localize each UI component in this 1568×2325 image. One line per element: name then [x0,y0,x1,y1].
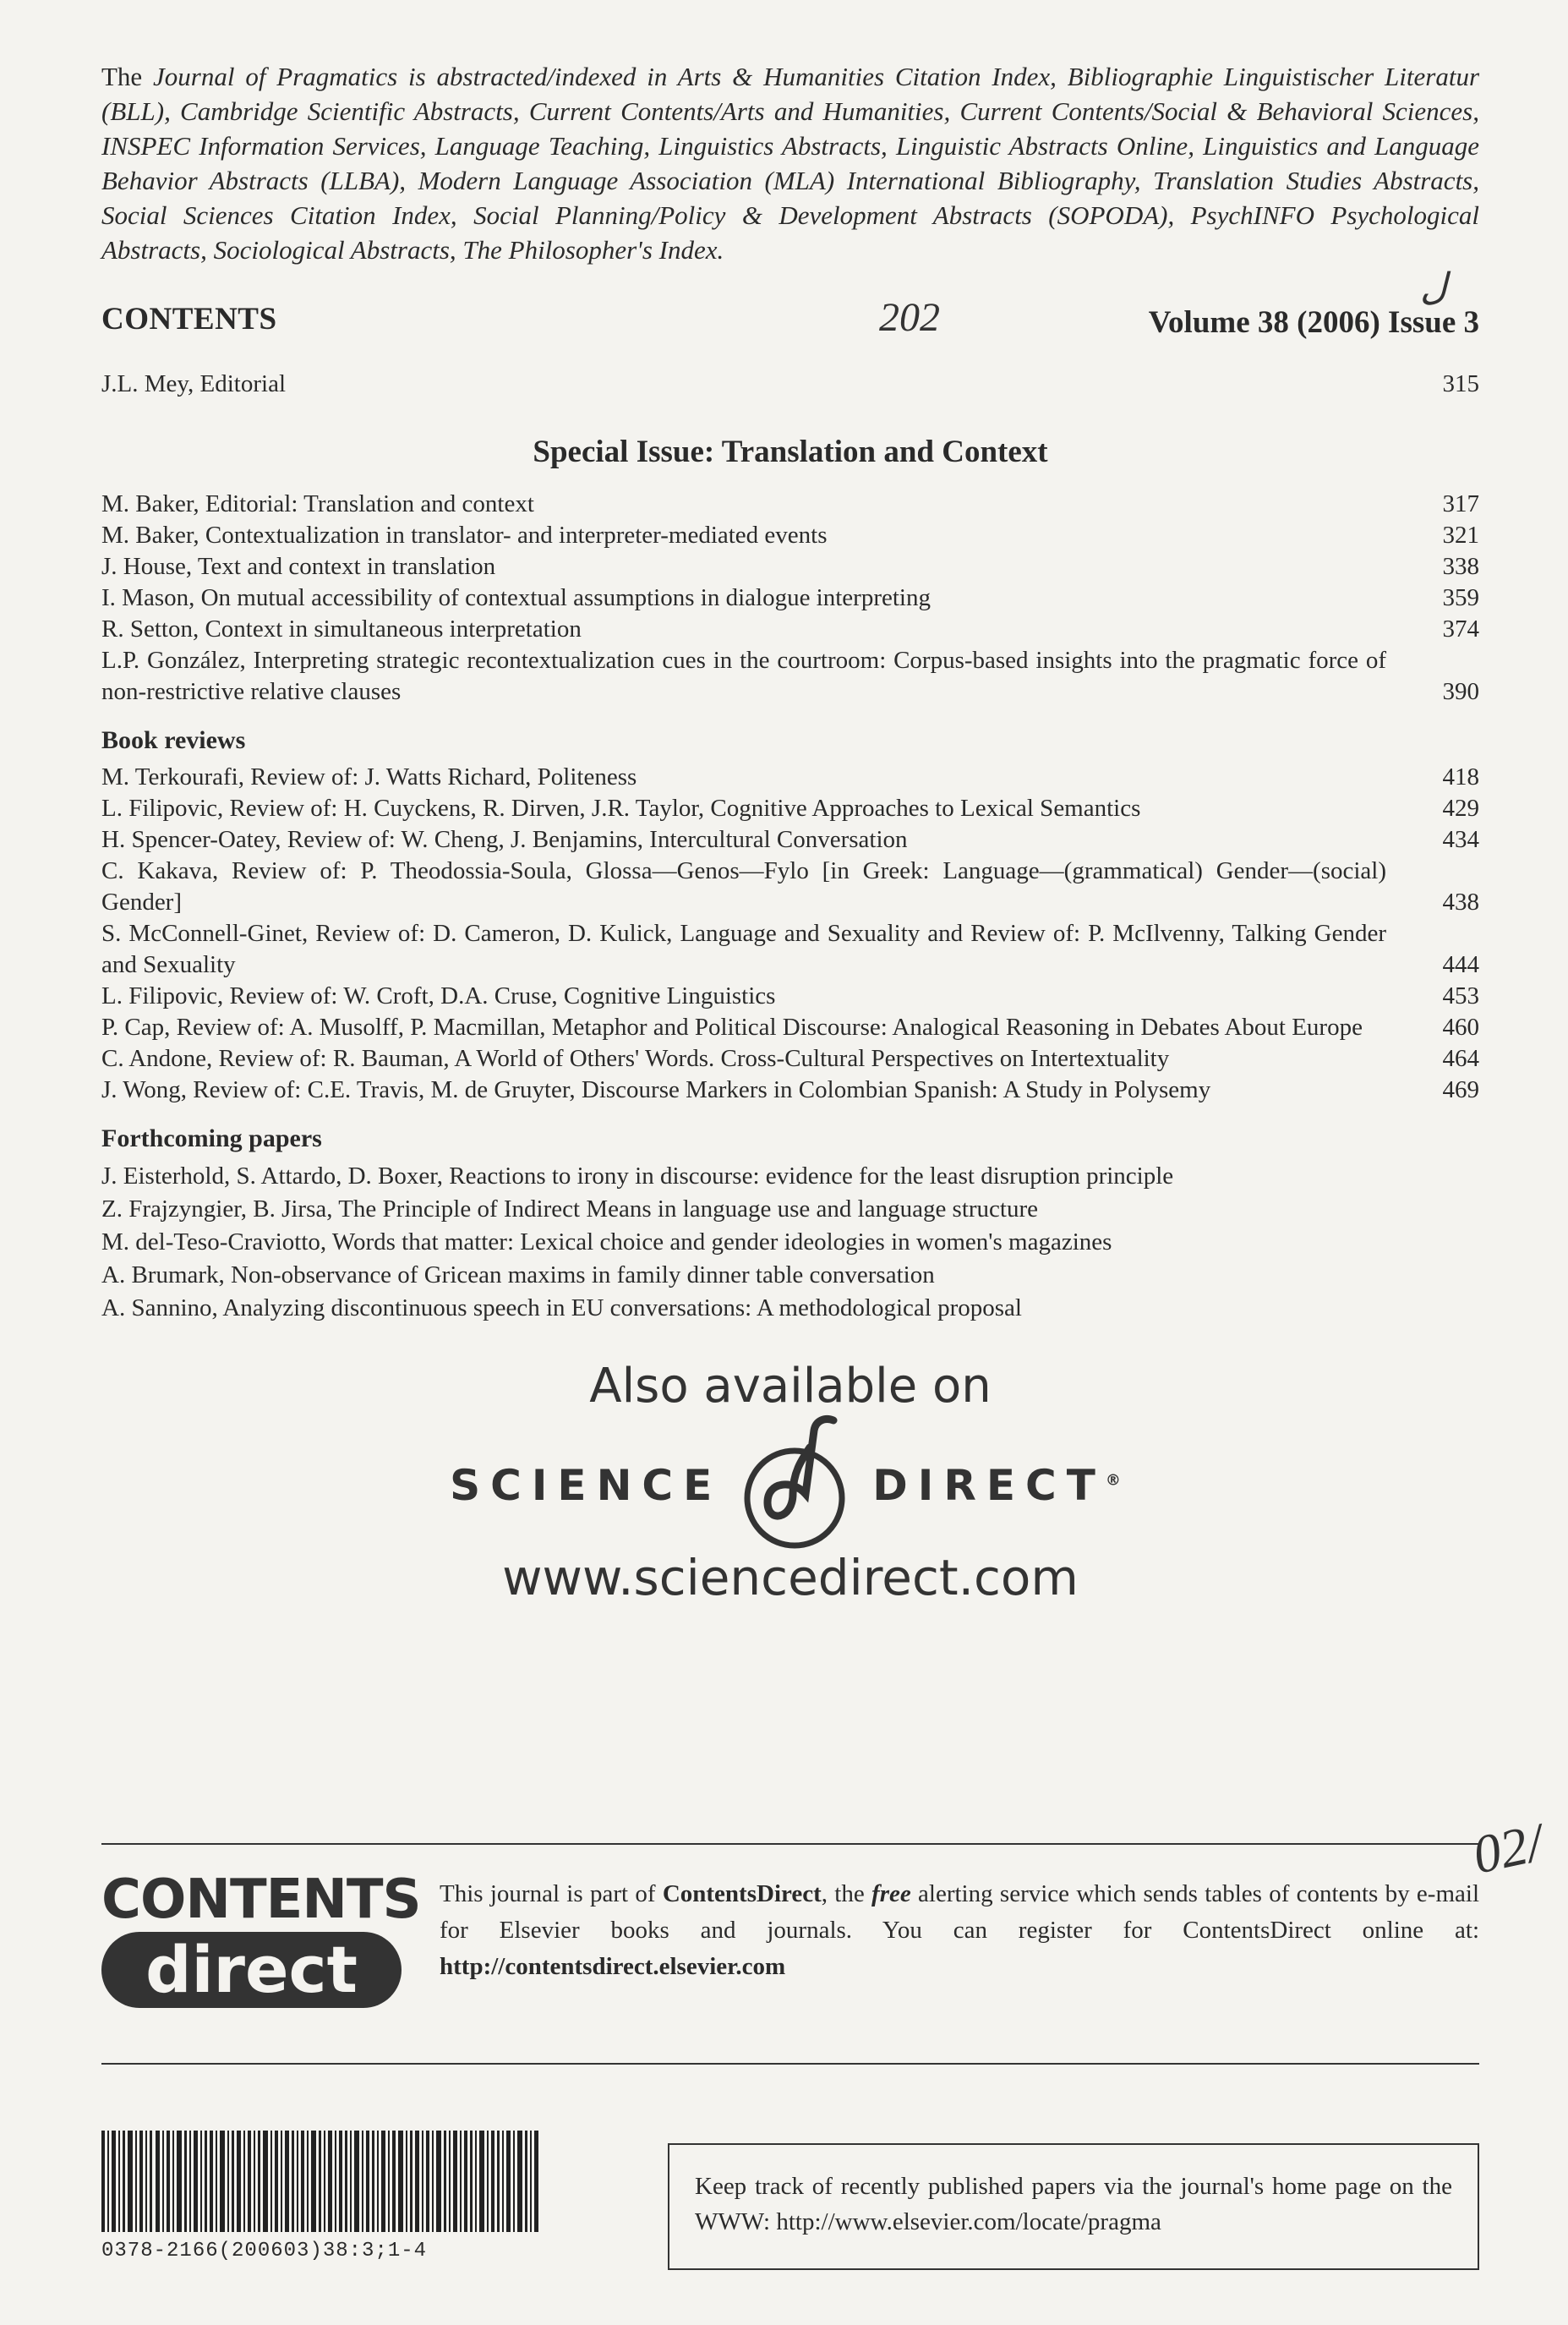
cd-url[interactable]: http://contentsdirect.elsevier.com [440,1953,786,1980]
also-available-text: Also available on [589,1359,992,1414]
page-content [101,59,1479,1606]
direct-word [872,1461,1131,1510]
cd-brand: ContentsDirect [662,1880,822,1907]
barcode-bars [101,2131,541,2232]
volume-issue: Volume 38 (2006) Issue 3 [1148,305,1479,340]
cd-text-5: alerting service which sends tables of contents by e-mail for Elsevier books and journals. You can register for ContentsDirect online at: [440,1880,1480,1944]
toc-entry[interactable] [101,824,1479,856]
toc-entry[interactable] [101,614,1479,645]
toc-entry[interactable] [101,793,1479,824]
forthcoming-list [101,1160,1479,1325]
barcode [101,2131,541,2262]
contents-header [101,266,1479,352]
forthcoming-item[interactable]: J. Eisterhold, S. Attardo, D. Boxer, Reactions to irony in discourse: evidence for the least disruption principle [101,1162,1174,1190]
divider-top [101,1843,1479,1845]
toc-entry-text: C. Kakava, Review of: P. Theodossia-Soula, Glossa—Genos—Fylo [in Greek: Language—(grammatical) Gender—(social) Gender] [101,857,1386,916]
cd-text-3: , the [821,1880,865,1907]
forthcoming-item[interactable]: A. Sannino, Analyzing discontinuous speech in EU conversations: A methodological proposal [101,1294,1022,1321]
sciencedirect-url[interactable]: www.sciencedirect.com [502,1549,1079,1606]
contents-direct-logo [101,1868,421,2008]
toc-entry-text: H. Spencer-Oatey, Review of: W. Cheng, J. Benjamins, Intercultural Conversation [101,826,908,853]
toc-entry-text: L. Filipovic, Review of: W. Croft, D.A. Cruse, Cognitive Linguistics [101,982,776,1009]
toc-entry-text: P. Cap, Review of: A. Musolff, P. Macmillan, Metaphor and Political Discourse: Analogical Reasoning in Debates About Europe [101,1014,1363,1041]
special-issue-title: Special Issue: Translation and Context [533,435,1048,469]
sciencedirect-logo[interactable] [101,1414,1479,1557]
toc-entry-text: R. Setton, Context in simultaneous interpretation [101,615,582,643]
toc-entry[interactable] [101,856,1479,918]
toc-entry-text: I. Mason, On mutual accessibility of contextual assumptions in dialogue interpreting [101,584,931,611]
toc-entry[interactable] [101,762,1479,793]
toc-entry-page: 429 [1442,795,1479,822]
toc-entry-page: 434 [1442,826,1479,853]
keep-track-text: Keep track of recently published papers via the journal's home page on the WWW: http://www.elsevier.com/locate/pragma [695,2173,1452,2235]
toc-entry[interactable] [101,1012,1479,1043]
contents-direct-text [440,1876,1479,1985]
toc-entry[interactable] [101,645,1479,708]
registered-mark: ® [1105,1471,1131,1490]
toc-entry-text: S. McConnell-Ginet, Review of: D. Cameron, D. Kulick, Language and Sexuality and Review of: P. McIlvenny, Talking Gender and Sexuality [101,920,1386,978]
keep-track-box [668,2143,1479,2270]
indexing-text: is abstracted/indexed in Arts & Humanities Citation Index, Bibliographie Linguistischer Literatur (BLL), Cambridge Scientific Abstracts, Current Contents/Arts and Humanities, Current Contents/Social & Behavioral Sciences, INSPEC Information Services, Language Teaching, Linguistics Abstracts, Linguistic Abstracts Online, Linguistics and Language Behavior Abstracts (LLBA), Modern Language Association (MLA) International Bibliography, Translation Studies Abstracts, Social Sciences Citation Index, Social Planning/Policy & Development Abstracts (SOPODA), PsychINFO Psychological Abstracts, Sociological Abstracts, The Philosopher's Index. [101,62,1480,265]
science-word: SCIENCE [450,1461,723,1510]
handwritten-note-202: 202 [879,295,940,340]
toc-entry[interactable] [101,583,1479,614]
logo-contents: CONTENTS [101,1868,421,1931]
toc-entry-text: C. Andone, Review of: R. Bauman, A World of Others' Words. Cross-Cultural Perspectives on Intertextuality [101,1045,1170,1072]
toc-entry-text: M. Baker, Contextualization in translator- and interpreter-mediated events [101,522,828,549]
contents-direct-block [101,1868,1480,2016]
toc-entry-text: L.P. González, Interpreting strategic recontextualization cues in the courtroom: Corpus-based insights into the pragmatic force of non-restrictive relative clauses [101,647,1386,705]
journal-name: Journal of Pragmatics [153,62,398,91]
toc-entry-page: 374 [1442,615,1479,643]
cd-free: free [871,1880,911,1907]
contents-title: CONTENTS [101,302,277,336]
toc-entry-page: 464 [1442,1045,1479,1072]
toc-entry-page: 321 [1442,522,1479,549]
toc-entry[interactable] [101,981,1479,1012]
forthcoming-item[interactable]: Z. Frajzyngier, B. Jirsa, The Principle of Indirect Means in language use and language structure [101,1195,1039,1223]
toc-entry-page: 315 [1442,370,1479,397]
toc-entry-page: 338 [1442,553,1479,580]
toc-entry-page: 438 [1442,889,1479,916]
book-reviews-heading: Book reviews [101,726,246,754]
toc-entry[interactable] [101,520,1479,551]
toc-entry[interactable] [101,489,1479,520]
toc-entry-page: 469 [1442,1076,1479,1103]
toc-entry-text: J. House, Text and context in translation [101,553,496,580]
toc-entry-page: 317 [1442,490,1479,517]
forthcoming-item[interactable]: M. del-Teso-Craviotto, Words that matter: Lexical choice and gender ideologies in women's magazines [101,1228,1112,1256]
cd-text-1: This journal is part of [440,1880,656,1907]
sciencedirect-promo [101,1359,1479,1606]
indexing-statement [101,59,1479,267]
special-issue-list [101,489,1479,708]
toc-entry-text: J. Wong, Review of: C.E. Travis, M. de Gruyter, Discourse Markers in Colombian Spanish: A Study in Polysemy [101,1076,1211,1103]
toc-entry[interactable] [101,1075,1479,1106]
direct-label: DIRECT [872,1461,1106,1510]
toc-entry[interactable] [101,1043,1479,1075]
toc-entry-text: J.L. Mey, Editorial [101,370,286,397]
handwritten-note-mark: ل [1420,266,1447,308]
toc-entry-page: 418 [1442,763,1479,790]
toc-entry-page: 359 [1442,584,1479,611]
toc-entry-text: M. Baker, Editorial: Translation and context [101,490,534,517]
forthcoming-heading: Forthcoming papers [101,1124,322,1152]
divider-bottom [101,2063,1479,2065]
indexing-pre: The [101,62,143,91]
toc-entry-page: 390 [1442,678,1479,705]
toc-entry-text: L. Filipovic, Review of: H. Cuyckens, R. Dirven, J.R. Taylor, Cognitive Approaches to Lexical Semantics [101,795,1141,822]
handwritten-side-note: 02/ [1467,1812,1549,1885]
toc-editorial[interactable] [101,369,1479,400]
logo-direct: direct [101,1932,402,2008]
book-reviews-list [101,762,1479,1106]
toc-entry[interactable] [101,918,1479,981]
sciencedirect-d-icon [734,1414,860,1557]
toc-entry-page: 460 [1442,1014,1479,1041]
toc-entry[interactable] [101,551,1479,583]
toc-entry-page: 444 [1442,951,1479,978]
barcode-number: 0378-2166(200603)38:3;1-4 [101,2240,428,2262]
toc-entry-text: M. Terkourafi, Review of: J. Watts Richard, Politeness [101,763,637,790]
toc-entry-page: 453 [1442,982,1479,1009]
forthcoming-item[interactable]: A. Brumark, Non-observance of Gricean maxims in family dinner table conversation [101,1261,935,1288]
